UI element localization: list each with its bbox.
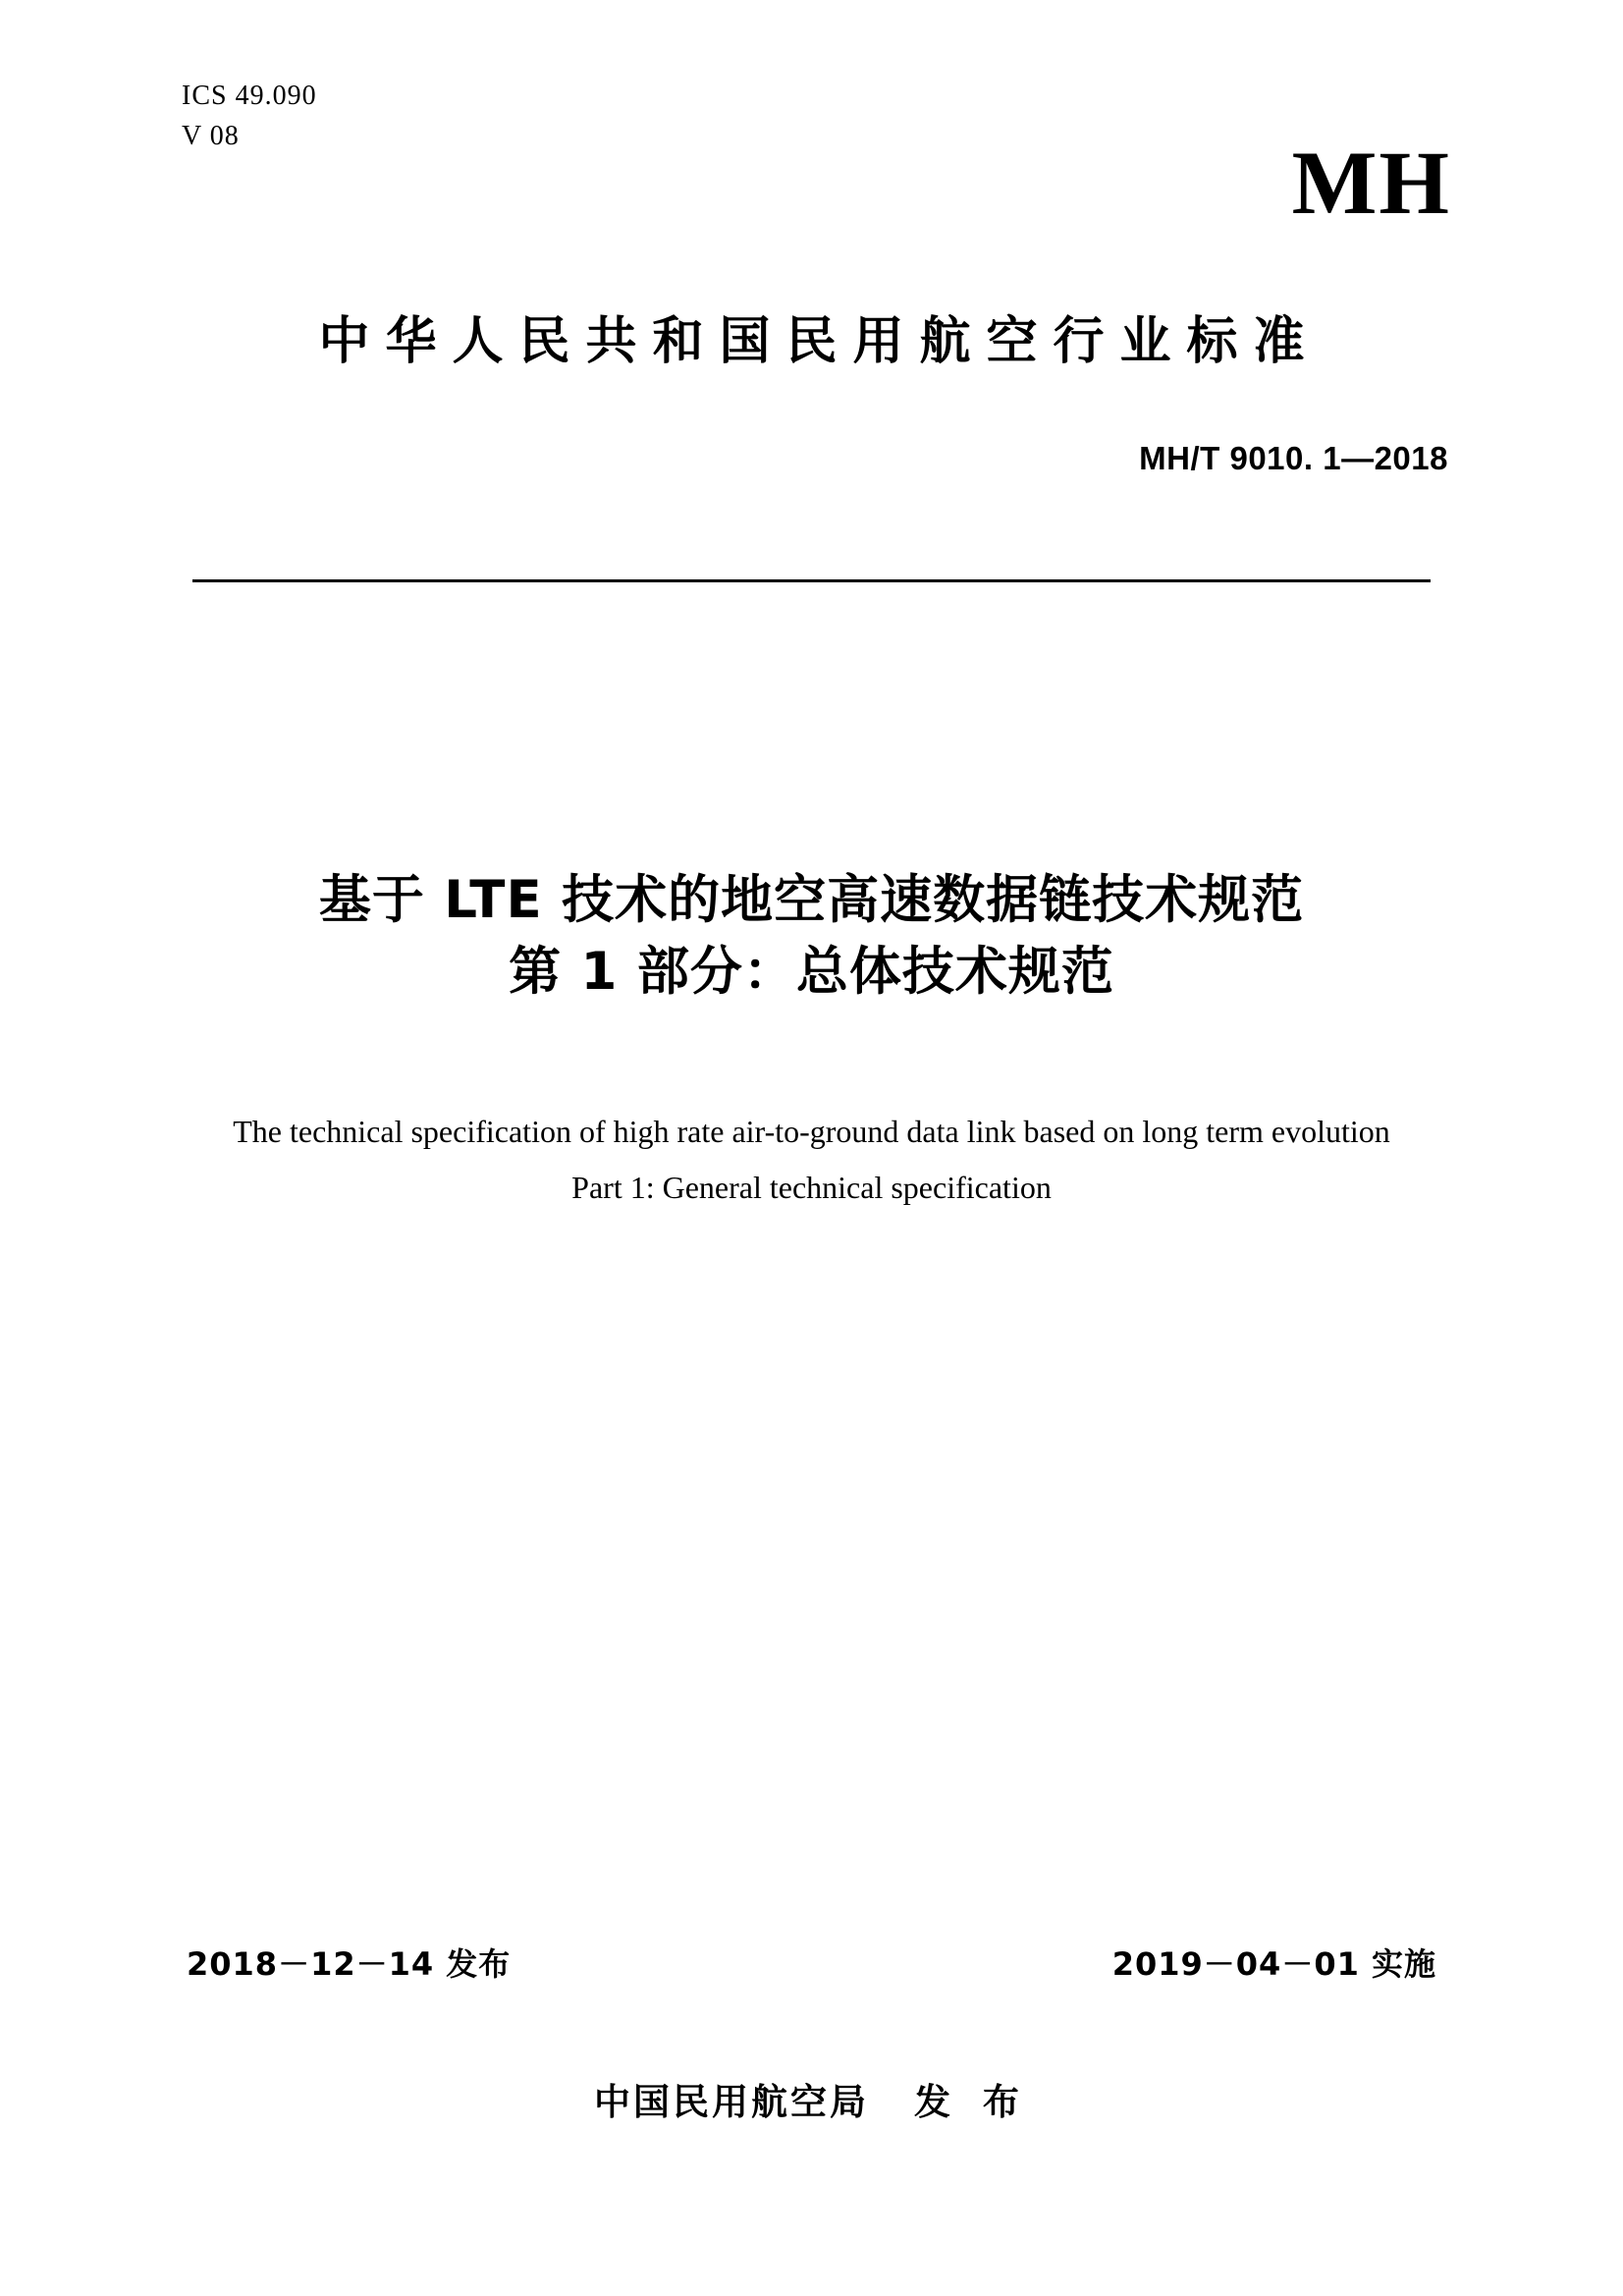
document-title-chinese-line1: 基于 LTE 技术的地空高速数据链技术规范 [318,870,1305,930]
issuing-authority-name: 中国民用航空局 [594,2081,870,2123]
document-title-english-part: Part 1: General technical specification [571,1169,1052,1205]
classification-code: V 08 [182,120,240,151]
document-title-english [177,1108,1446,1211]
standard-number: MH/T 9010. 1—2018 [1139,440,1448,476]
horizontal-divider [192,579,1431,582]
document-title-english-line1: The technical specification of high rate air-to-ground data link based on long term [233,1114,1264,1149]
document-title-chinese-line2: 第 1 部分：总体技术规范 [509,942,1114,1003]
issuing-authority [0,2072,1623,2125]
mh-logo: MH [1291,133,1451,233]
ics-code: ICS 49.090 [182,81,317,111]
ics-classification-block [182,77,317,156]
document-title-english-line2: evolution [1271,1114,1390,1149]
release-date: 2018－12－14 发布 [187,1945,512,1983]
national-standard-title: 中华人民共和国民用航空行业标准 [318,312,1321,371]
effective-date: 2019－04－01 实施 [1111,1945,1436,1983]
issuing-authority-action: 发 布 [914,2081,1029,2123]
document-title-chinese [118,864,1505,1008]
